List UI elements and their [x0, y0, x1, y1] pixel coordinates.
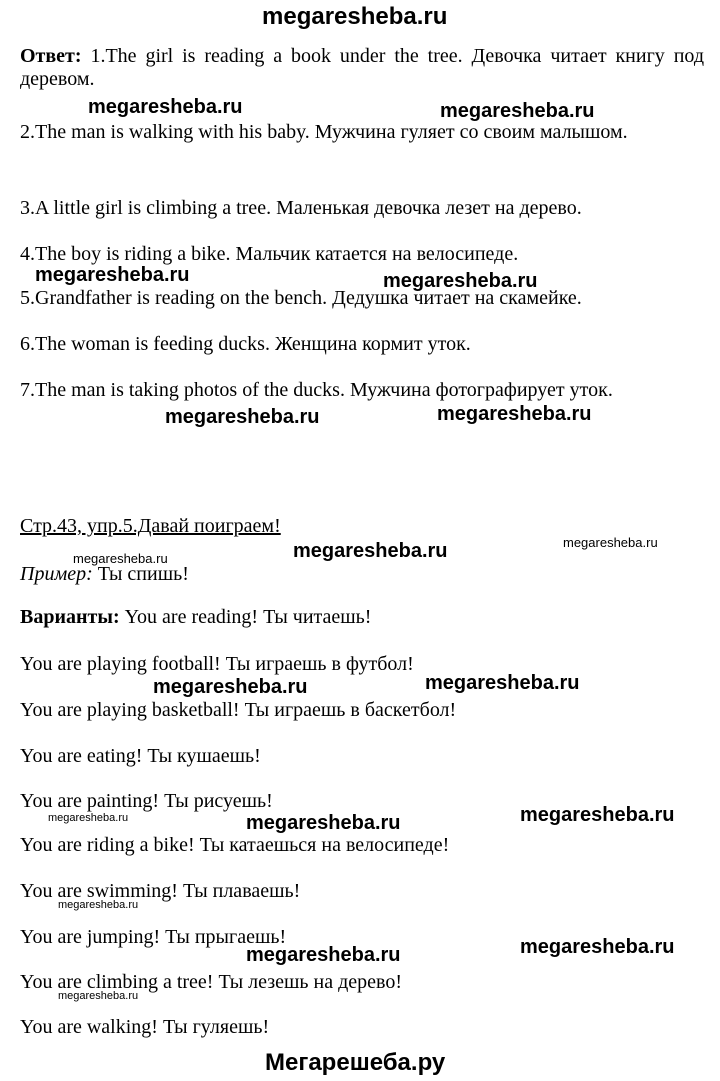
example-label: Пример:	[20, 563, 93, 585]
answer-item-3: 3.A little girl is climbing a tree. Маленькая девочка лезет на дерево.	[20, 197, 582, 219]
variant-1	[20, 606, 704, 629]
watermark: megaresheba.ru	[383, 270, 538, 292]
watermark: megaresheba.ru	[48, 812, 129, 824]
watermark: megaresheba.ru	[425, 672, 580, 694]
variant-2: You are playing football! Ты играешь в футбол!	[20, 653, 414, 675]
variant-1-text: You are reading! Ты читаешь!	[124, 606, 372, 628]
variant-5: You are painting! Ты рисуешь!	[20, 790, 273, 812]
watermark: megaresheba.ru	[153, 676, 308, 698]
example-text: Ты спишь!	[97, 563, 189, 585]
answer-item-1-text: 1.The girl is reading a book under the tree. Девочка читает книгу под деревом.	[20, 45, 704, 90]
variant-3: You are playing basketball! Ты играешь в баскетбол!	[20, 699, 457, 721]
watermark: megaresheba.ru	[520, 804, 675, 826]
watermark: megaresheba.ru	[440, 100, 595, 122]
answer-label: Ответ:	[20, 45, 82, 67]
watermark: megaresheba.ru	[88, 96, 243, 118]
watermark: megaresheba.ru	[35, 264, 190, 286]
watermark: megaresheba.ru	[563, 535, 658, 550]
variant-7: You are swimming! Ты плаваешь!	[20, 880, 301, 902]
answer-item-4: 4.The boy is riding a bike. Мальчик катается на велосипеде.	[20, 243, 519, 265]
watermark: megaresheba.ru	[293, 540, 448, 562]
answer-item-6: 6.The woman is feeding ducks. Женщина кормит уток.	[20, 333, 471, 355]
variant-6: You are riding a bike! Ты катаешься на велосипеде!	[20, 834, 450, 856]
variant-8: You are jumping! Ты прыгаешь!	[20, 926, 287, 948]
answer-item-2: 2.The man is walking with his baby. Мужчина гуляет со своим малышом.	[20, 121, 628, 143]
answer-item-5: 5.Grandfather is reading on the bench. Дедушка читает на скамейке.	[20, 287, 582, 309]
footer-watermark: Мегарешеба.ру	[265, 1049, 446, 1076]
variant-10: You are walking! Ты гуляешь!	[20, 1016, 270, 1038]
watermark: megaresheba.ru	[246, 944, 401, 966]
watermark: megaresheba.ru	[246, 812, 401, 834]
watermark: megaresheba.ru	[437, 403, 592, 425]
watermark: megaresheba.ru	[73, 551, 168, 566]
variant-4: You are eating! Ты кушаешь!	[20, 745, 261, 767]
example-line	[20, 563, 704, 586]
variant-9: You are climbing a tree! Ты лезешь на дерево!	[20, 971, 403, 993]
header-watermark: megaresheba.ru	[262, 3, 448, 30]
watermark: megaresheba.ru	[520, 936, 675, 958]
watermark: megaresheba.ru	[165, 406, 320, 428]
answer-item-7: 7.The man is taking photos of the ducks. Мужчина фотографирует уток.	[20, 379, 613, 401]
watermark: megaresheba.ru	[58, 990, 139, 1002]
exercise-heading: Стр.43, упр.5.Давай поиграем!	[20, 515, 281, 537]
watermark: megaresheba.ru	[58, 899, 139, 911]
variants-label: Варианты:	[20, 606, 120, 628]
answer-item-1	[20, 45, 704, 91]
